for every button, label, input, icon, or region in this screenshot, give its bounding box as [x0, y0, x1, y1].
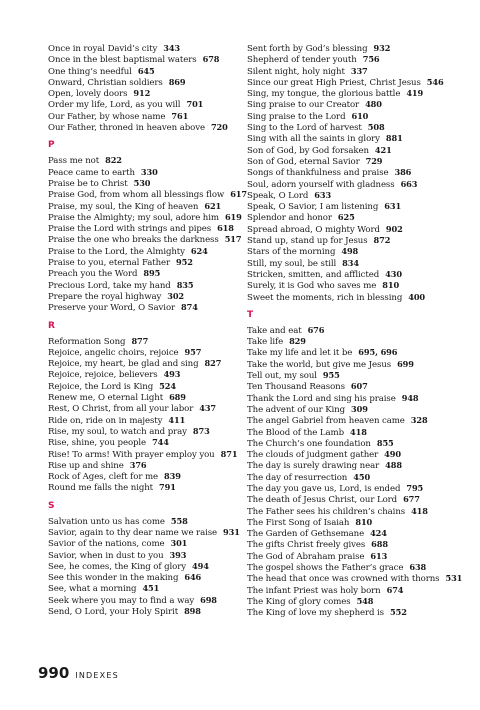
index-entry [247, 551, 452, 562]
hymn-title: Preserve your Word, O Savior [48, 303, 176, 314]
hymn-number: 493 [163, 369, 181, 380]
hymn-title: Sing, my tongue, the glorious battle [247, 89, 401, 100]
index-entry [48, 257, 253, 268]
hymn-number: 621 [204, 200, 222, 211]
index-entry [247, 88, 452, 99]
index-entry [247, 325, 452, 336]
hymn-number: 530 [133, 177, 151, 188]
hymn-title: The King of glory comes [247, 596, 351, 607]
hymn-number: 343 [163, 43, 181, 53]
hymn-title: Stand up, stand up for Jesus [247, 236, 368, 247]
hymn-number: 301 [170, 538, 188, 549]
hymn-title: The Garden of Gethsemane [247, 529, 365, 540]
hymn-title: Once in the blest baptismal waters [48, 55, 197, 66]
hymn-title: Open, lovely doors [48, 89, 128, 100]
index-entry [247, 438, 452, 449]
hymn-number: 822 [105, 155, 122, 166]
hymn-number: 498 [341, 246, 359, 257]
hymn-number: 720 [210, 122, 228, 133]
hymn-number: 633 [314, 189, 332, 200]
hymn-title: Stricken, smitten, and afflicted [247, 269, 380, 280]
hymn-number: 494 [192, 560, 209, 571]
hymn-number: 558 [170, 515, 188, 526]
hymn-title: Sweet the moments, rich in blessing [247, 292, 403, 303]
index-entry [247, 585, 452, 596]
hymn-number: 881 [385, 133, 403, 144]
hymn-number: 624 [190, 245, 208, 256]
index-entry [247, 460, 452, 471]
hymn-number: 674 [386, 584, 404, 595]
hymn-title: Stars of the morning [247, 247, 336, 258]
hymn-number: 400 [408, 291, 426, 302]
hymn-title: Round me falls the night [48, 483, 154, 494]
hymn-title: Speak, O Savior, I am listening [247, 202, 379, 213]
index-entry [48, 189, 253, 200]
hymn-title: Peace came to earth [48, 167, 135, 178]
hymn-title: Onward, Christian soldiers [48, 77, 163, 88]
hymn-number: 419 [406, 88, 424, 99]
index-entry [247, 201, 452, 212]
index-entry [247, 483, 452, 494]
hymn-number: 418 [411, 505, 428, 516]
hymn-number: 698 [200, 594, 217, 605]
hymn-title: The advent of our King [247, 404, 346, 415]
hymn-number: 552 [390, 607, 407, 618]
hymn-number: 508 [367, 122, 385, 133]
index-entry [247, 280, 452, 291]
hymn-title: Son of God, eternal Savior [247, 156, 360, 167]
hymn-number: 610 [351, 110, 369, 121]
index-entry [247, 596, 452, 607]
index-entry [247, 43, 452, 54]
index-entry [48, 201, 253, 212]
hymn-title: The King of love my shepherd is [247, 608, 384, 619]
hymn-title: Take and eat [247, 325, 302, 336]
hymn-number: 430 [385, 268, 402, 279]
hymn-number: 689 [169, 392, 186, 403]
hymn-title: The head that once was crowned with thorns [247, 574, 440, 585]
hymn-number: 871 [220, 448, 238, 459]
hymn-title: Seek where you may to find a way [48, 595, 195, 606]
index-entry [48, 471, 253, 482]
index-entry [48, 336, 253, 347]
hymn-title: Savior of the nations, come [48, 539, 165, 550]
hymn-title: Thank the Lord and sing his praise [247, 393, 396, 404]
hymn-title: Rejoice, angelic choirs, rejoice [48, 347, 179, 358]
hymn-number: 839 [164, 471, 181, 482]
index-entry [48, 449, 253, 460]
index-entry [247, 562, 452, 573]
index-entry [48, 415, 253, 426]
index-entry [247, 347, 452, 358]
hymn-number: 424 [370, 528, 387, 539]
hymn-title: Praise be to Christ [48, 178, 128, 189]
hymn-title: The angel Gabriel from heaven came [247, 416, 405, 427]
index-entry [247, 415, 452, 426]
hymn-title: See this wonder in the making [48, 573, 179, 584]
index-entry [48, 527, 253, 538]
hymn-title: Rise! To arms! With prayer employ you [48, 449, 215, 460]
hymn-title: The Blood of the Lamb [247, 427, 345, 438]
hymn-number: 957 [184, 346, 202, 357]
hymn-title: Renew me, O eternal Light [48, 393, 164, 404]
index-entry [247, 506, 452, 517]
index-entry [247, 133, 452, 144]
hymn-title: The Father sees his children’s chains [247, 506, 406, 517]
hymn-title: The day of resurrection [247, 472, 348, 483]
hymn-number: 695, 696 [358, 347, 398, 358]
hymn-title: Silent night, holy night [247, 66, 345, 77]
hymn-title: Son of God, by God forsaken [247, 145, 369, 156]
hymn-number: 328 [410, 415, 428, 426]
hymn-number: 421 [374, 144, 392, 155]
hymn-number: 895 [143, 268, 161, 279]
index-entry [247, 179, 452, 190]
hymn-title: Our Father, throned in heaven above [48, 123, 205, 134]
hymn-title: Since our great High Priest, Christ Jesus [247, 77, 421, 88]
index-entry [48, 561, 253, 572]
index-entry [48, 392, 253, 403]
hymn-title: Tell out, my soul [247, 371, 317, 382]
hymn-number: 618 [217, 223, 234, 234]
hymn-number: 337 [350, 65, 368, 76]
hymn-number: 791 [159, 482, 176, 493]
hymn-number: 330 [140, 166, 158, 177]
hymn-number: 411 [168, 414, 186, 425]
index-entry [48, 358, 253, 369]
hymn-number: 810 [382, 280, 400, 291]
hymn-number: 955 [322, 370, 340, 381]
hymn-number: 827 [204, 358, 222, 369]
index-entry [247, 393, 452, 404]
index-entry [48, 482, 253, 493]
hymn-title: The gospel shows the Father’s grace [247, 563, 404, 574]
hymn-number: 646 [184, 572, 202, 583]
index-entry [247, 111, 452, 122]
hymn-number: 872 [373, 235, 391, 246]
index-entry [48, 302, 253, 313]
hymn-number: 638 [409, 562, 427, 573]
hymn-number: 625 [337, 212, 355, 223]
hymn-title: Rejoice, my heart, be glad and sing [48, 359, 199, 370]
hymn-title: Reformation Song [48, 336, 126, 347]
hymn-title: See, he comes, the King of glory [48, 561, 186, 572]
index-entry [48, 347, 253, 358]
index-entry [48, 381, 253, 392]
hymn-title: Rise up and shine [48, 460, 124, 471]
hymn-title: See, what a morning [48, 584, 137, 595]
hymn-title: Rock of Ages, cleft for me [48, 472, 158, 483]
index-letter-heading: T [247, 309, 254, 320]
hymn-title: Take my life and let it be [247, 348, 353, 359]
index-entry [48, 246, 253, 257]
hymn-number: 756 [362, 54, 380, 65]
hymn-title: Sing praise to our Creator [247, 100, 360, 111]
hymn-title: The clouds of judgment gather [247, 450, 379, 461]
hymn-title: Splendor and honor [247, 213, 332, 224]
hymn-title: The infant Priest was holy born [247, 585, 381, 596]
hymn-number: 810 [355, 516, 373, 527]
hymn-number: 619 [224, 211, 242, 222]
hymn-title: Praise the one who breaks the darkness [48, 235, 219, 246]
hymn-number: 617 [230, 189, 247, 200]
hymn-title: The day you gave us, Lord, is ended [247, 483, 401, 494]
index-entry [247, 122, 452, 133]
hymn-number: 761 [171, 110, 189, 121]
index-entry [247, 404, 452, 415]
index-entry [48, 99, 253, 110]
hymn-title: The day is surely drawing near [247, 461, 380, 472]
hymn-number: 855 [376, 437, 394, 448]
hymn-title: Ten Thousand Reasons [247, 382, 345, 393]
index-entry [247, 607, 452, 618]
hymn-title: Soul, adorn yourself with gladness [247, 179, 395, 190]
index-entry [48, 167, 253, 178]
hymn-title: The First Song of Isaiah [247, 517, 350, 528]
hymn-number: 490 [384, 449, 401, 460]
index-entry [48, 460, 253, 471]
index-entry [48, 234, 253, 245]
index-entry [247, 427, 452, 438]
hymn-title: Ride on, ride on in majesty [48, 415, 163, 426]
hymn-number: 873 [192, 425, 210, 436]
index-entry [48, 66, 253, 77]
hymn-title: Speak, O Lord [247, 190, 309, 201]
hymn-number: 902 [385, 223, 403, 234]
hymn-title: Praise to the Lord, the Almighty [48, 246, 185, 257]
index-entry [48, 88, 253, 99]
hymn-title: Savior, again to thy dear name we raise [48, 527, 218, 538]
hymn-number: 948 [401, 392, 419, 403]
index-entry [48, 280, 253, 291]
hymn-number: 952 [176, 257, 193, 268]
hymn-title: Shepherd of tender youth [247, 55, 357, 66]
hymn-number: 729 [365, 155, 383, 166]
index-entry [48, 437, 253, 448]
hymn-number: 517 [224, 234, 242, 245]
hymn-number: 393 [169, 549, 187, 560]
index-entry [247, 472, 452, 483]
hymn-number: 877 [131, 335, 149, 346]
hymn-number: 744 [152, 437, 169, 448]
hymn-title: Precious Lord, take my hand [48, 280, 171, 291]
hymn-title: Songs of thankfulness and praise [247, 168, 389, 179]
index-entry [247, 528, 452, 539]
index-entry [247, 99, 452, 110]
index-entry [247, 539, 452, 550]
hymn-title: Praise the Lord with strings and pipes [48, 224, 212, 235]
hymn-number: 869 [168, 76, 186, 87]
hymn-title: Sent forth by God’s blessing [247, 44, 368, 54]
hymn-number: 386 [394, 167, 412, 178]
hymn-title: Savior, when in dust to you [48, 550, 164, 561]
index-entry [48, 268, 253, 279]
hymn-number: 678 [202, 54, 220, 65]
index-entry [247, 77, 452, 88]
index-entry [48, 155, 253, 166]
hymn-title: Order my life, Lord, as you will [48, 100, 181, 111]
index-column-left [48, 43, 253, 617]
hymn-title: Still, my soul, be still [247, 258, 337, 269]
hymn-title: Rest, O Christ, from all your labor [48, 404, 194, 415]
hymn-number: 607 [350, 381, 368, 392]
hymn-number: 376 [129, 459, 147, 470]
index-entry [247, 381, 452, 392]
index-entry [247, 54, 452, 65]
index-letter-heading: R [48, 320, 55, 331]
hymn-title: Rejoice, rejoice, believers [48, 370, 158, 381]
hymn-title: Salvation unto us has come [48, 516, 165, 527]
index-entry [48, 122, 253, 133]
index-entry [247, 246, 452, 257]
index-entry [247, 336, 452, 347]
hymn-number: 898 [184, 606, 201, 617]
hymn-number: 699 [397, 358, 414, 369]
hymn-title: Preach you the Word [48, 269, 138, 280]
index-entry [48, 178, 253, 189]
index-entry [247, 66, 452, 77]
hymn-number: 834 [342, 257, 359, 268]
index-letter-heading: S [48, 500, 55, 511]
index-entry [48, 572, 253, 583]
index-entry [48, 54, 253, 65]
hymn-number: 546 [426, 76, 444, 87]
index-entry [247, 156, 452, 167]
hymn-title: The gifts Christ freely gives [247, 540, 366, 551]
hymn-title: Praise the Almighty; my soul, adore him [48, 212, 219, 223]
hymn-title: Surely, it is God who saves me [247, 281, 377, 292]
hymn-number: 488 [385, 460, 402, 471]
hymn-number: 795 [406, 482, 424, 493]
hymn-number: 701 [186, 99, 204, 110]
hymn-number: 663 [400, 178, 418, 189]
hymn-title: Rise, my soul, to watch and pray [48, 426, 187, 437]
hymn-number: 450 [353, 471, 371, 482]
hymn-number: 480 [365, 99, 382, 110]
index-entry [247, 573, 463, 585]
hymn-title: One thing’s needful [48, 66, 132, 77]
index-entry [48, 111, 253, 122]
index-entry [48, 223, 253, 234]
hymn-title: Our Father, by whose name [48, 111, 166, 122]
hymn-number: 631 [384, 201, 402, 212]
page-footer [38, 664, 119, 682]
hymn-number: 418 [350, 426, 367, 437]
index-entry [48, 426, 253, 437]
hymn-title: The Church’s one foundation [247, 438, 371, 449]
hymn-number: 645 [137, 65, 155, 76]
hymn-number: 548 [356, 595, 374, 606]
hymn-number: 451 [142, 583, 160, 594]
hymn-title: Praise, my soul, the King of heaven [48, 201, 199, 212]
hymn-number: 524 [159, 380, 176, 391]
index-entry [247, 370, 452, 381]
index-entry [48, 369, 253, 380]
index-entry [247, 258, 452, 269]
index-entry [48, 403, 253, 414]
hymn-title: Sing praise to the Lord [247, 111, 346, 122]
hymn-title: The death of Jesus Christ, our Lord [247, 495, 398, 506]
index-entry [247, 359, 452, 370]
index-entry [247, 449, 452, 460]
index-entry [48, 538, 253, 549]
index-entry [247, 224, 452, 235]
index-entry [247, 494, 452, 505]
hymn-title: Spread abroad, O mighty Word [247, 224, 380, 235]
hymn-title: Rejoice, the Lord is King [48, 381, 154, 392]
hymn-title: Praise to you, eternal Father [48, 258, 171, 269]
hymn-number: 688 [371, 539, 388, 550]
hymn-title: Once in royal David’s city [48, 44, 158, 54]
hymn-number: 835 [176, 279, 194, 290]
hymn-title: Send, O Lord, your Holy Spirit [48, 607, 179, 618]
hymn-number: 829 [289, 336, 306, 347]
index-entry [48, 583, 253, 594]
page-number: 990 [38, 664, 70, 682]
section-label: INDEXES [75, 671, 119, 680]
index-entry [48, 595, 253, 606]
index-entry [247, 269, 452, 280]
hymn-title: Take the world, but give me Jesus [247, 359, 392, 370]
index-entry [48, 43, 253, 54]
index-entry [48, 212, 253, 223]
hymn-title: Sing to the Lord of harvest [247, 123, 362, 134]
index-letter-heading: P [48, 140, 55, 151]
index-entry [247, 190, 452, 201]
index-entry [48, 516, 253, 527]
index-entry [48, 606, 253, 617]
hymn-number: 677 [403, 494, 420, 505]
index-entry [48, 77, 253, 88]
hymn-title: Sing with all the saints in glory [247, 134, 380, 145]
index-entry [48, 291, 253, 302]
hymn-title: Prepare the royal highway [48, 291, 162, 302]
index-entry [247, 292, 452, 303]
hymn-number: 932 [373, 43, 391, 53]
index-entry [247, 212, 452, 223]
index-entry [247, 235, 452, 246]
index-entry [247, 167, 452, 178]
hymn-title: The God of Abraham praise [247, 551, 365, 562]
index-entry [48, 550, 253, 561]
hymn-number: 676 [307, 324, 325, 335]
index-column-right [247, 43, 463, 619]
index-entry [247, 145, 452, 156]
hymn-title: Praise God, from whom all blessings flow [48, 190, 225, 201]
hymn-title: Rise, shine, you people [48, 438, 147, 449]
hymn-number: 302 [167, 290, 185, 301]
hymn-number: 437 [199, 403, 217, 414]
index-entry [247, 517, 452, 528]
hymn-number: 931 [223, 526, 240, 537]
hymn-number: 531 [445, 573, 463, 584]
hymn-title: Take life [247, 337, 284, 348]
hymn-number: 874 [181, 302, 198, 313]
hymn-title: Pass me not [48, 156, 100, 167]
hymn-number: 309 [351, 403, 368, 414]
hymn-number: 613 [370, 550, 388, 561]
hymn-number: 912 [133, 88, 151, 99]
